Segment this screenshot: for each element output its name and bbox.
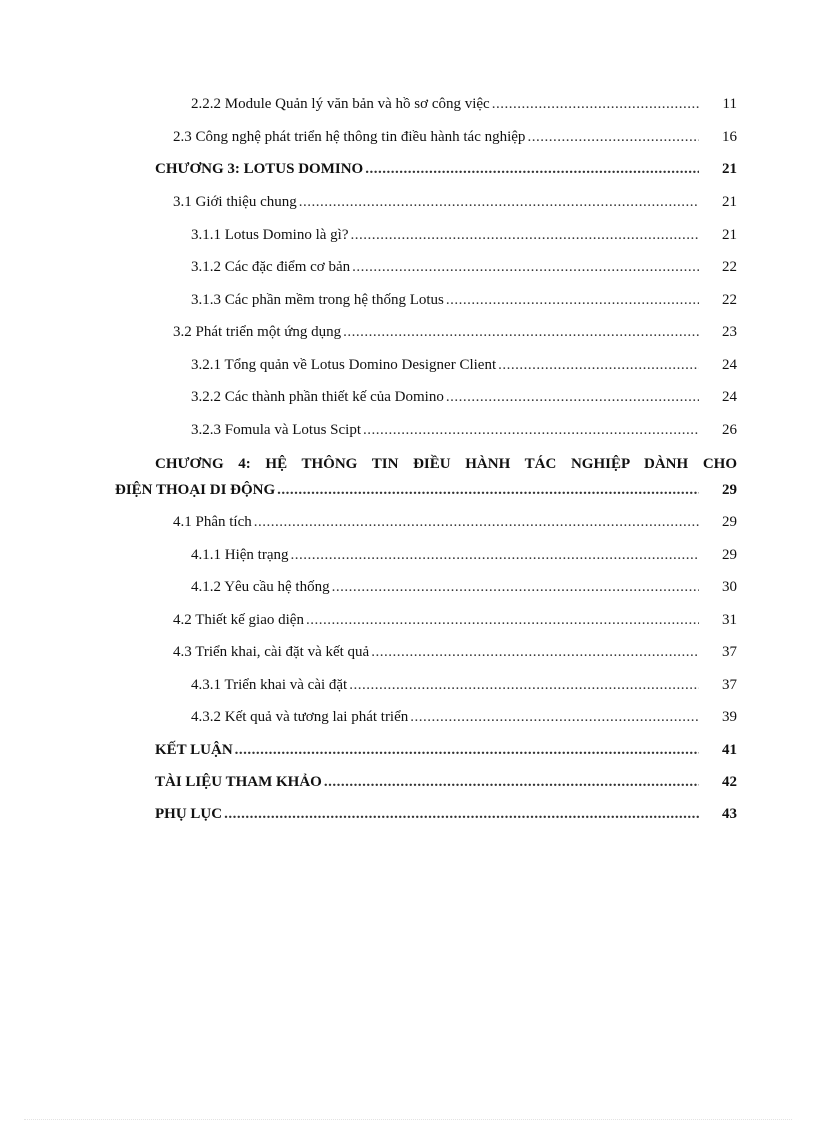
toc-entry-3-2-1[interactable] xyxy=(191,355,737,375)
toc-entry-label: CHƯƠNG 3: LOTUS DOMINO xyxy=(155,161,364,177)
toc-dot-leader xyxy=(290,545,699,565)
toc-dot-leader xyxy=(299,192,699,212)
toc-entry-label: 3.1.3 Các phần mềm trong hệ thống Lotus xyxy=(191,292,444,308)
toc-page-number: 29 xyxy=(722,514,737,530)
toc-page-number: 43 xyxy=(722,806,737,822)
toc-entry-label: 3.1.1 Lotus Domino là gì? xyxy=(191,227,349,243)
toc-entry-label: 4.3.2 Kết quả và tương lai phát triển xyxy=(191,709,409,725)
toc-entry-label: 2.2.2 Module Quản lý văn bản và hồ sơ công việc xyxy=(191,96,490,112)
toc-dot-leader xyxy=(324,772,699,792)
toc-entry-label: KẾT LUẬN xyxy=(155,742,233,758)
page-bottom-rule xyxy=(24,1119,792,1120)
toc-entry-label: 4.1 Phân tích xyxy=(173,514,252,530)
toc-dot-leader xyxy=(277,480,699,500)
toc-dot-leader xyxy=(527,127,699,147)
toc-page-number: 31 xyxy=(722,612,737,628)
toc-dot-leader xyxy=(254,512,699,532)
toc-entry-2-3[interactable] xyxy=(173,127,737,147)
toc-entry-2-2-2[interactable] xyxy=(191,94,737,114)
toc-page-number: 21 xyxy=(722,227,737,243)
toc-entry-references[interactable] xyxy=(155,772,737,792)
toc-dot-leader xyxy=(224,804,699,824)
toc-entry-label: 4.3.1 Triển khai và cài đặt xyxy=(191,677,348,693)
toc-entry-label: PHỤ LỤC xyxy=(155,806,223,822)
toc-page-number: 16 xyxy=(722,129,737,145)
toc-entry-label: 4.3 Triển khai, cài đặt và kết quả xyxy=(173,644,370,660)
toc-dot-leader xyxy=(446,290,699,310)
toc-entry-label: ĐIỆN THOẠI DI ĐỘNG xyxy=(115,482,276,498)
toc-page-number: 21 xyxy=(722,194,737,210)
toc-entry-label: 4.1.1 Hiện trạng xyxy=(191,547,289,563)
toc-dot-leader xyxy=(351,225,700,245)
toc-entry-label: 3.2.1 Tổng quản về Lotus Domino Designer Client xyxy=(191,357,497,373)
toc-entry-label: 3.1.2 Các đặc điểm cơ bản xyxy=(191,259,351,275)
toc-entry-conclusion[interactable] xyxy=(155,740,737,760)
toc-page-number: 22 xyxy=(722,259,737,275)
toc-page-number: 39 xyxy=(722,709,737,725)
toc-dot-leader xyxy=(332,577,699,597)
toc-dot-leader xyxy=(365,159,699,179)
toc-page-number: 22 xyxy=(722,292,737,308)
toc-entry-chapter-3[interactable] xyxy=(155,159,737,179)
toc-dot-leader xyxy=(352,257,699,277)
toc-dot-leader xyxy=(306,610,699,630)
toc-entry-4-1[interactable] xyxy=(173,512,737,532)
toc-entry-label: TÀI LIỆU THAM KHẢO xyxy=(155,774,322,790)
toc-entry-4-3[interactable] xyxy=(173,642,737,662)
toc-dot-leader xyxy=(343,322,699,342)
toc-entry-label: 3.1 Giới thiệu chung xyxy=(173,194,297,210)
toc-page-number: 29 xyxy=(722,547,737,563)
toc-dot-leader xyxy=(492,94,699,114)
toc-entry-label: 2.3 Công nghệ phát triển hệ thông tin điều hành tác nghiệp xyxy=(173,129,526,145)
toc-entry-label: 3.2.2 Các thành phần thiết kế của Domino xyxy=(191,389,444,405)
toc-page-number: 41 xyxy=(722,742,737,758)
toc-page-number: 11 xyxy=(722,96,737,112)
toc-dot-leader xyxy=(410,707,699,727)
toc-entry-chapter-4-line-2[interactable] xyxy=(115,480,737,500)
toc-entry-label: 4.2 Thiết kế giao diện xyxy=(173,612,304,628)
toc-page-number: 23 xyxy=(722,324,737,340)
toc-entry-label: 4.1.2 Yêu cầu hệ thống xyxy=(191,579,330,595)
toc-entry-4-1-1[interactable] xyxy=(191,545,737,565)
toc-entry-4-3-1[interactable] xyxy=(191,675,737,695)
toc-page-number: 37 xyxy=(722,677,737,693)
toc-entry-label: 3.2 Phát triển một ứng dụng xyxy=(173,324,342,340)
toc-dot-leader xyxy=(498,355,699,375)
toc-entry-4-1-2[interactable] xyxy=(191,577,737,597)
toc-page-number: 24 xyxy=(722,389,737,405)
toc-entry-3-2[interactable] xyxy=(173,322,737,342)
toc-entry-3-2-3[interactable] xyxy=(191,420,737,440)
toc-page-number: 26 xyxy=(722,422,737,438)
toc-entry-4-3-2[interactable] xyxy=(191,707,737,727)
toc-page-number: 29 xyxy=(722,482,737,498)
toc-dot-leader xyxy=(349,675,699,695)
toc-entry-3-1[interactable] xyxy=(173,192,737,212)
toc-entry-chapter-4-line-1[interactable] xyxy=(155,454,737,474)
toc-page-number: 21 xyxy=(722,161,737,177)
toc-page-number: 37 xyxy=(722,644,737,660)
toc-entry-appendix[interactable] xyxy=(155,804,737,824)
toc-entry-3-1-2[interactable] xyxy=(191,257,737,277)
toc-page-number: 30 xyxy=(722,579,737,595)
toc-entry-3-1-3[interactable] xyxy=(191,290,737,310)
toc-page-number: 24 xyxy=(722,357,737,373)
toc-entry-3-1-1[interactable] xyxy=(191,225,737,245)
toc-entry-label: CHƯƠNG 4: HỆ THÔNG TIN ĐIỀU HÀNH TÁC NGHIỆP DÀNH CHO xyxy=(155,456,737,472)
toc-dot-leader xyxy=(235,740,699,760)
toc-dot-leader xyxy=(446,387,699,407)
toc-dot-leader xyxy=(363,420,699,440)
toc-entry-3-2-2[interactable] xyxy=(191,387,737,407)
toc-entry-4-2[interactable] xyxy=(173,610,737,630)
toc-page-number: 42 xyxy=(722,774,737,790)
toc-dot-leader xyxy=(371,642,699,662)
toc-entry-label: 3.2.3 Fomula và Lotus Scipt xyxy=(191,422,361,438)
